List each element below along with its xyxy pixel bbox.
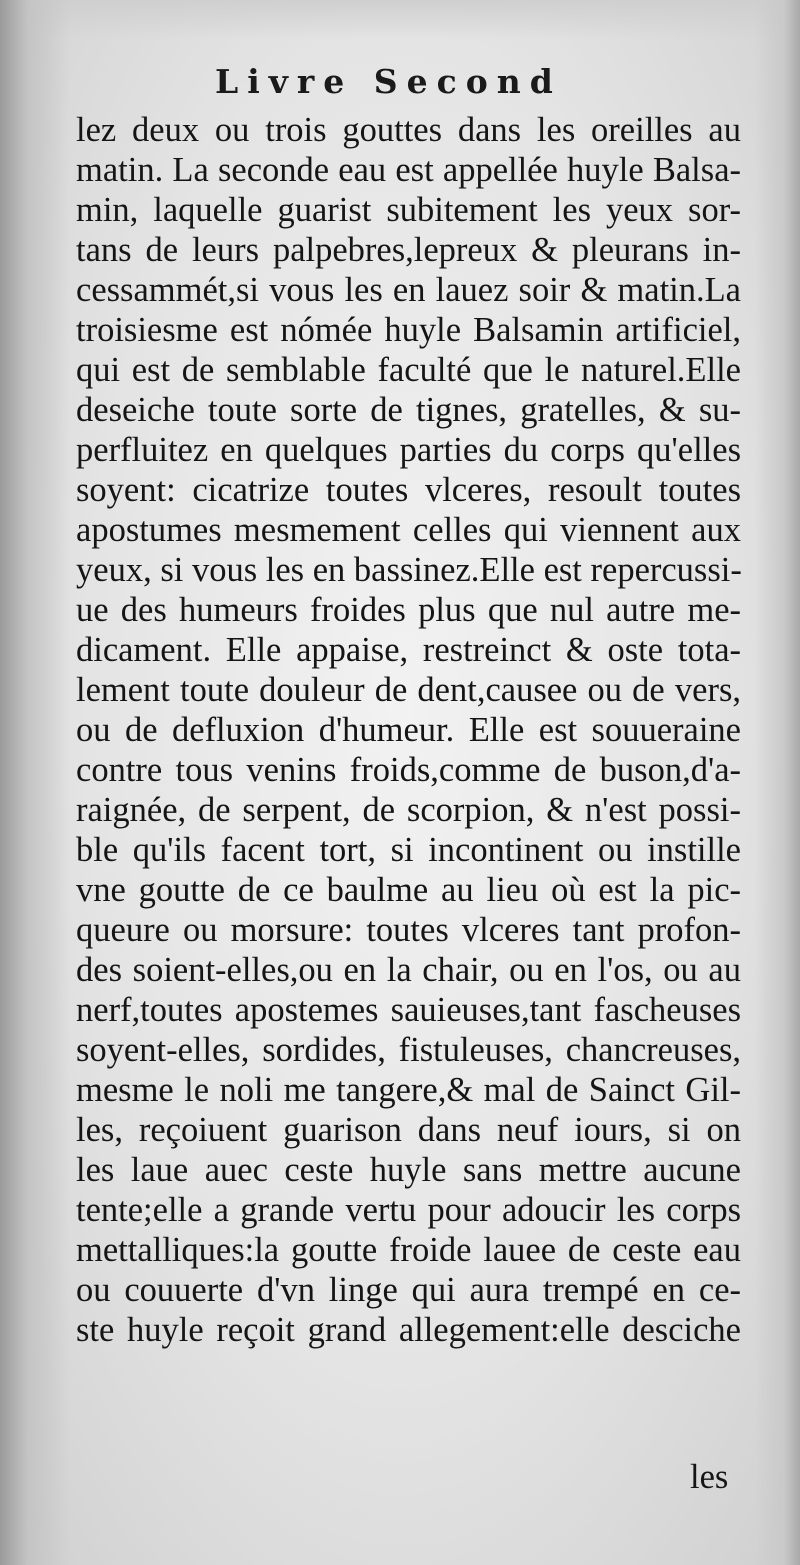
text-line: lez deux ou trois gouttes dans les oreilles au (76, 111, 741, 149)
text-line: queure ou morsure: toutes vlceres tant profon- (76, 911, 741, 949)
text-line: vne goutte de ce baulme au lieu où est la pic- (76, 871, 741, 909)
text-line: qui est de semblable faculté que le naturel.Elle (76, 351, 741, 389)
text-line: contre tous venins froids,comme de buson,d'a- (76, 751, 741, 789)
text-line: perfluitez en quelques parties du corps qu'elles (76, 431, 741, 469)
text-line: yeux, si vous les en bassinez.Elle est repercussi- (76, 551, 742, 589)
page-right-edge (755, 0, 800, 1565)
text-line: ou couuerte d'vn linge qui aura trempé en ce- (76, 1271, 741, 1309)
text-line: des soient-elles,ou en la chair, ou en l'os, ou au (76, 951, 741, 989)
page-gutter-shadow (0, 0, 70, 1565)
text-line: tans de leurs palpebres,lepreux & pleurans in- (76, 231, 741, 269)
text-line: ble qu'ils facent tort, si incontinent ou instille (76, 831, 741, 869)
page-top-edge (0, 0, 800, 40)
text-line: dicament. Elle appaise, restreinct & oste tota- (76, 631, 741, 669)
text-line: mettalliques:la goutte froide lauee de ceste eau (76, 1231, 741, 1269)
text-line: mesme le noli me tangere,& mal de Sainct Gil- (76, 1071, 741, 1109)
text-line: troisiesme est nómée huyle Balsamin artificiel, (76, 311, 741, 349)
text-line: nerf,toutes apostemes sauieuses,tant fascheuses (76, 991, 741, 1029)
text-line: soyent-elles, sordides, fistuleuses, chancreuses, (76, 1031, 741, 1069)
text-line: apostumes mesmement celles qui viennent aux (76, 511, 741, 549)
text-line: les, reçoiuent guarison dans neuf iours, si on (76, 1111, 741, 1149)
text-line: min, laquelle guarist subitement les yeux sor- (76, 191, 741, 229)
text-line: raignée, de serpent, de scorpion, & n'est possi- (76, 791, 741, 829)
running-head: Livre Second (215, 62, 562, 101)
text-line: ste huyle reçoit grand allegement:elle desciche (76, 1311, 741, 1349)
text-line: lement toute douleur de dent,causee ou de vers, (76, 671, 741, 709)
catchword: les (690, 1458, 729, 1496)
text-line: ou de defluxion d'humeur. Elle est souueraine (76, 711, 741, 749)
body-text (76, 110, 741, 1350)
text-line: ue des humeurs froides plus que nul autre me- (76, 591, 741, 629)
text-line: les laue auec ceste huyle sans mettre aucune (76, 1151, 741, 1189)
text-line: soyent: cicatrize toutes vlceres, resoult toutes (76, 471, 741, 509)
text-line: cessammét,si vous les en lauez soir & matin.La (76, 271, 741, 309)
text-line: tente;elle a grande vertu pour adoucir les corps (76, 1191, 741, 1229)
text-line: matin. La seconde eau est appellée huyle Balsa- (76, 151, 741, 189)
text-line: deseiche toute sorte de tignes, gratelles, & su- (76, 391, 741, 429)
